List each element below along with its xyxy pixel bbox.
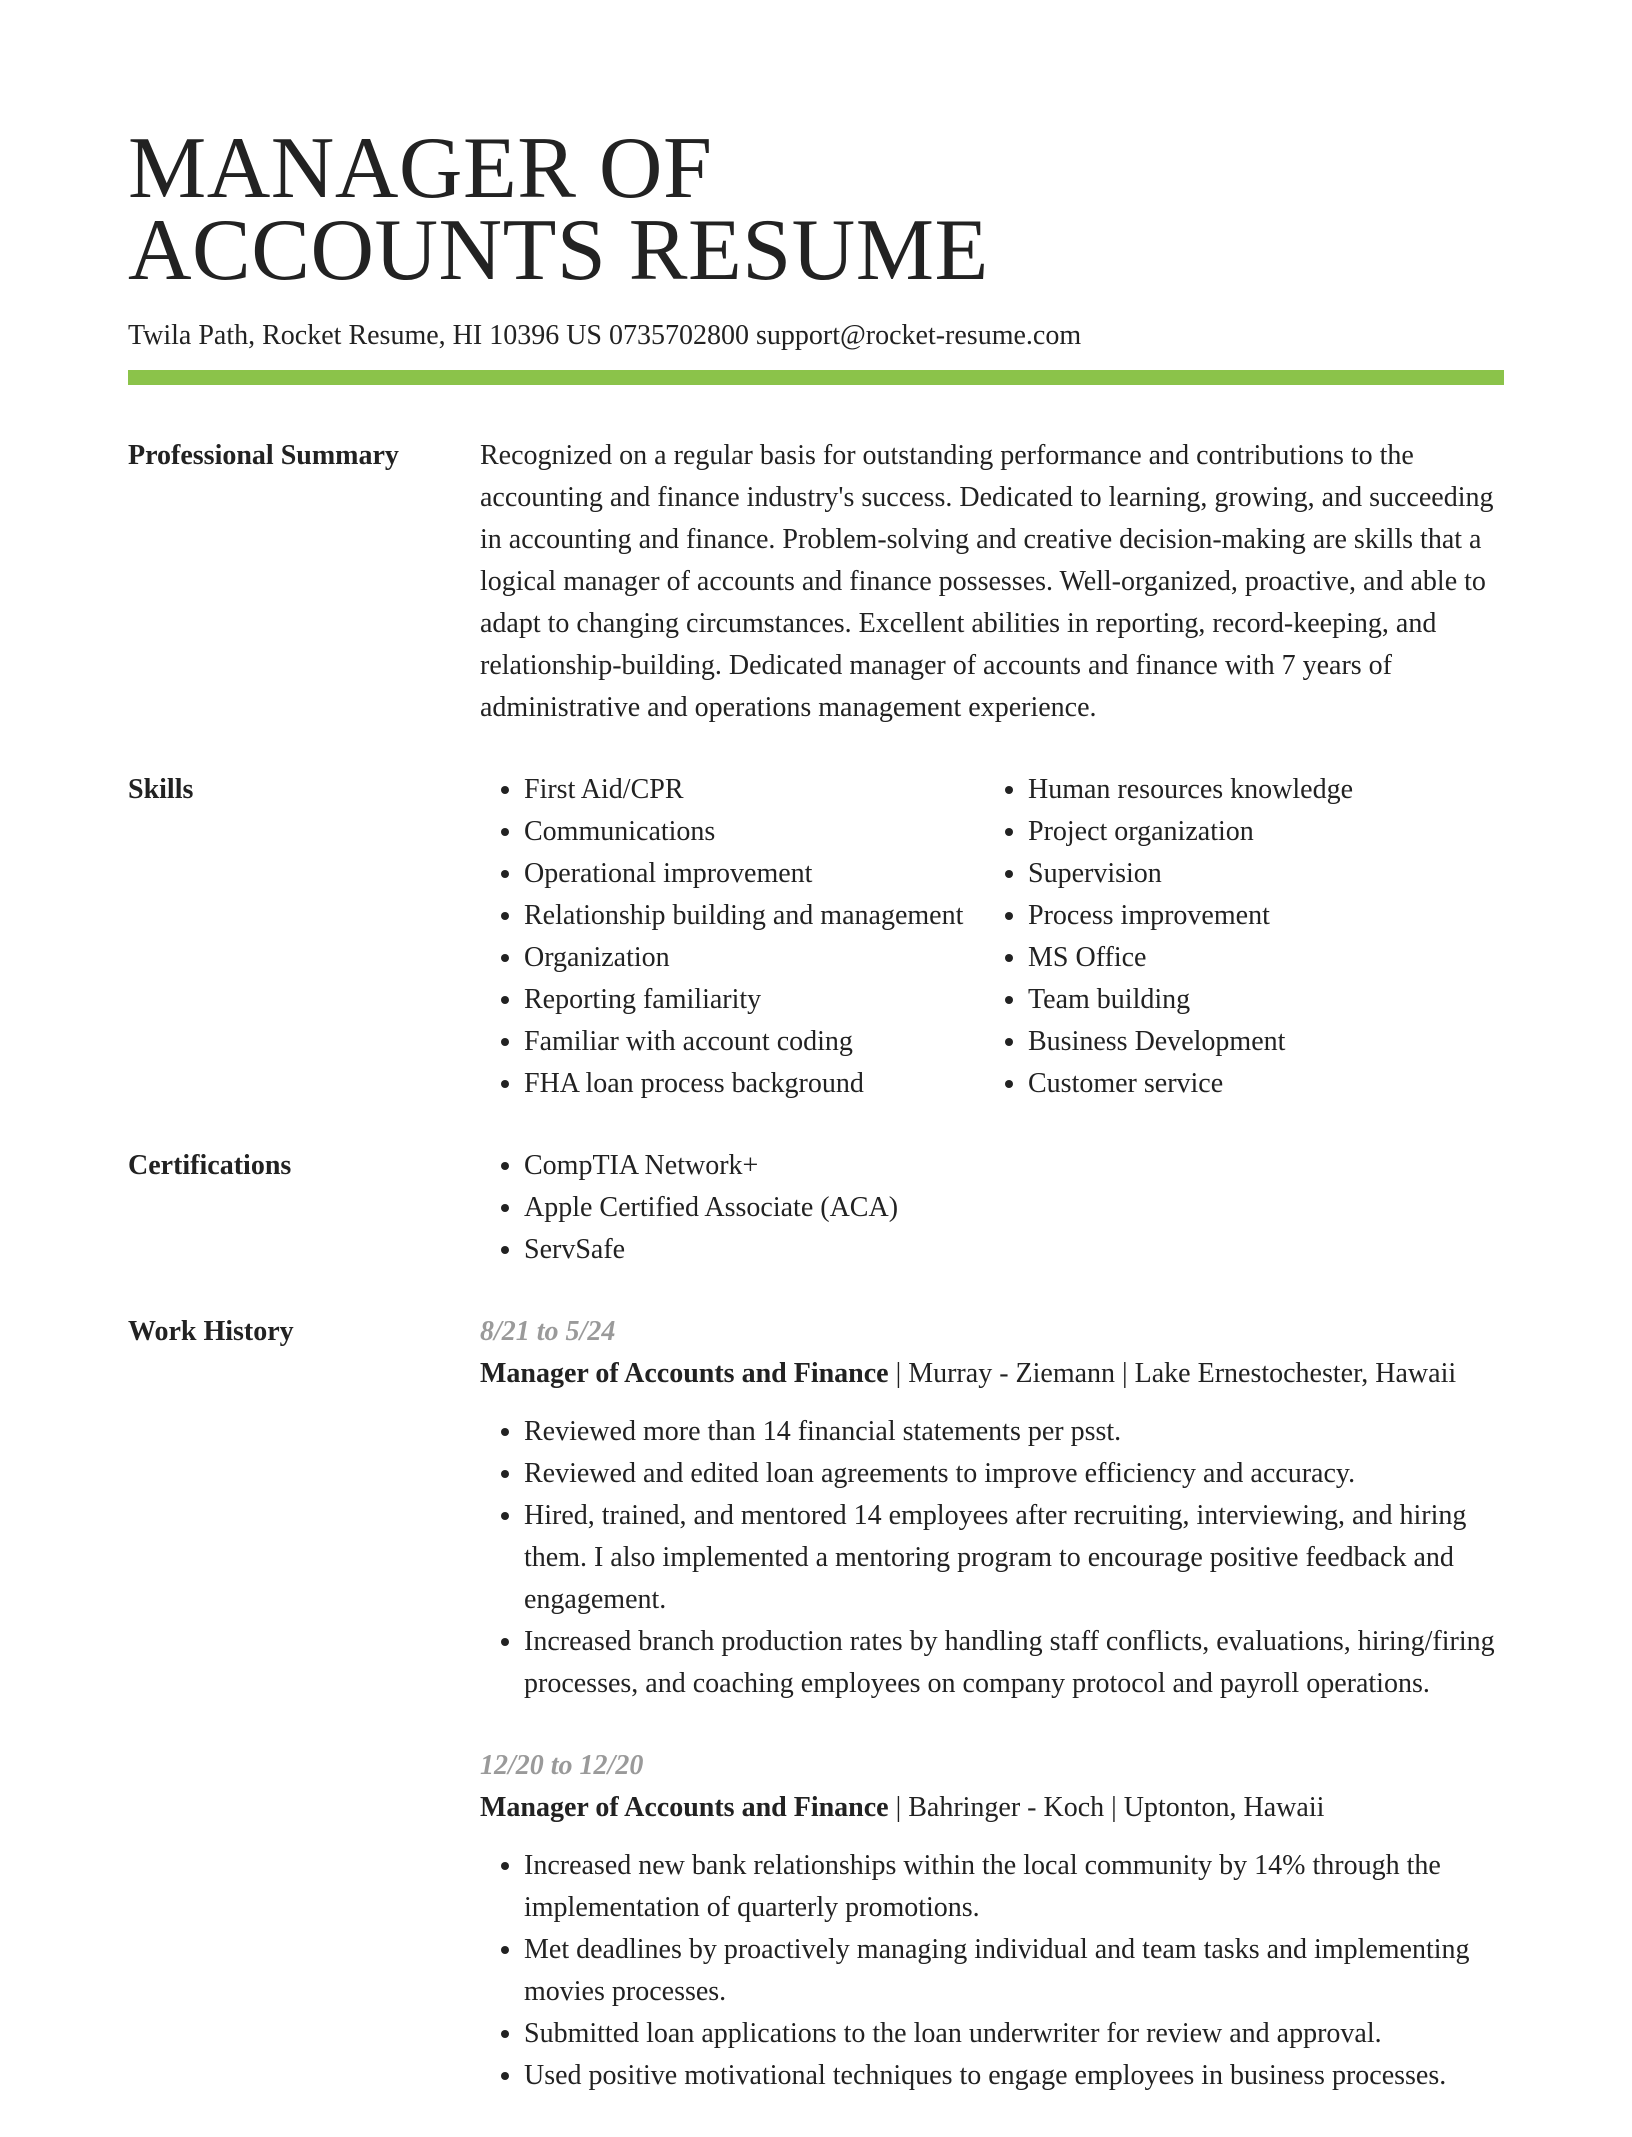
skill-item: • Reporting familiarity — [524, 979, 984, 1021]
resume-title — [128, 120, 1128, 299]
skill-item: • Business Development — [1028, 1021, 1488, 1063]
section-label: Professional Summary — [128, 440, 399, 471]
section-skills — [128, 769, 1504, 1105]
skill-item: • Project organization — [1028, 811, 1488, 853]
section-label: Skills — [128, 774, 194, 805]
job-bullet: • Used positive motivational techniques to engage employees in business processes. — [524, 2055, 1504, 2097]
skill-item: • Process improvement — [1028, 895, 1488, 937]
skills-column-1 — [480, 769, 984, 1105]
certification-item: • Apple Certified Associate (ACA) — [524, 1187, 1504, 1229]
job-title: Manager of Accounts and Finance — [480, 1792, 889, 1823]
job-entry — [480, 1745, 1504, 2097]
job-title: Manager of Accounts and Finance — [480, 1358, 889, 1389]
skill-item: • MS Office — [1028, 937, 1488, 979]
skill-item: • Supervision — [1028, 853, 1488, 895]
job-bullet: • Met deadlines by proactively managing individual and team tasks and implementing movies processes. — [524, 1929, 1504, 2013]
job-heading — [480, 1787, 1504, 1829]
job-bullet: • Increased new bank relationships within the local community by 14% through the implementation of quarterly promotions. — [524, 1845, 1504, 1929]
section-certifications — [128, 1145, 1504, 1271]
title-line-1: MANAGER OF — [128, 120, 713, 217]
job-bullet: • Submitted loan applications to the loan underwriter for review and approval. — [524, 2013, 1504, 2055]
summary-text: Recognized on a regular basis for outstanding performance and contributions to the accounting and finance industry's success. Dedicated to learning, growing, and succeeding in accounting and finance. Problem-solving and creative decision-making are skills that a logical manager of accounts and finance possesses. Well-organized, proactive, and able to adapt to changing circumstances. Excellent abilities in reporting, record-keeping, and relationship-building. Dedicated manager of accounts and finance with 7 years of administrative and operations management experience. — [480, 440, 1494, 723]
certification-item: • ServSafe — [524, 1229, 1504, 1271]
certifications-list — [480, 1145, 1504, 1271]
job-date: 12/20 to 12/20 — [480, 1750, 644, 1781]
job-heading — [480, 1353, 1504, 1395]
skill-item: • Operational improvement — [524, 853, 984, 895]
job-bullet: • Hired, trained, and mentored 14 employees after recruiting, interviewing, and hiring them. I also implemented a mentoring program to encourage positive feedback and engagement. — [524, 1495, 1504, 1621]
job-bullets — [480, 1845, 1504, 2097]
job-details: | Bahringer - Koch | Uptonton, Hawaii — [888, 1792, 1325, 1823]
job-bullet: • Reviewed and edited loan agreements to improve efficiency and accuracy. — [524, 1453, 1504, 1495]
job-details: | Murray - Ziemann | Lake Ernestochester, Hawaii — [888, 1358, 1457, 1389]
accent-divider — [128, 370, 1504, 385]
section-content — [480, 435, 1504, 729]
section-professional-summary — [128, 435, 1504, 729]
job-date: 8/21 to 5/24 — [480, 1316, 616, 1347]
skill-item: • Team building — [1028, 979, 1488, 1021]
certification-item: • CompTIA Network+ — [524, 1145, 1504, 1187]
section-label: Certifications — [128, 1150, 292, 1181]
skill-item: • Familiar with account coding — [524, 1021, 984, 1063]
section-content — [480, 1311, 1504, 2137]
job-bullet: • Increased branch production rates by handling staff conflicts, evaluations, hiring/firing processes, and coaching employees on company protocol and payroll operations. — [524, 1621, 1504, 1705]
resume-page — [128, 120, 1504, 2137]
title-line-2: ACCOUNTS RESUME — [128, 202, 989, 299]
section-label: Work History — [128, 1316, 294, 1347]
job-bullets — [480, 1411, 1504, 1705]
skill-item: • Human resources knowledge — [1028, 769, 1488, 811]
skills-column-2 — [984, 769, 1488, 1105]
skill-item: • Organization — [524, 937, 984, 979]
skills-grid — [480, 769, 1504, 1105]
skill-item: • Communications — [524, 811, 984, 853]
skill-item: • Relationship building and management — [524, 895, 984, 937]
skill-item: • Customer service — [1028, 1063, 1488, 1105]
job-entry — [480, 1311, 1504, 1705]
skill-item: • First Aid/CPR — [524, 769, 984, 811]
section-work-history — [128, 1311, 1504, 2137]
job-bullet: • Reviewed more than 14 financial statements per psst. — [524, 1411, 1504, 1453]
skill-item: • FHA loan process background — [524, 1063, 984, 1105]
contact-info: Twila Path, Rocket Resume, HI 10396 US 0735702800 support@rocket-resume.com — [128, 320, 1082, 351]
section-content — [480, 1145, 1504, 1271]
